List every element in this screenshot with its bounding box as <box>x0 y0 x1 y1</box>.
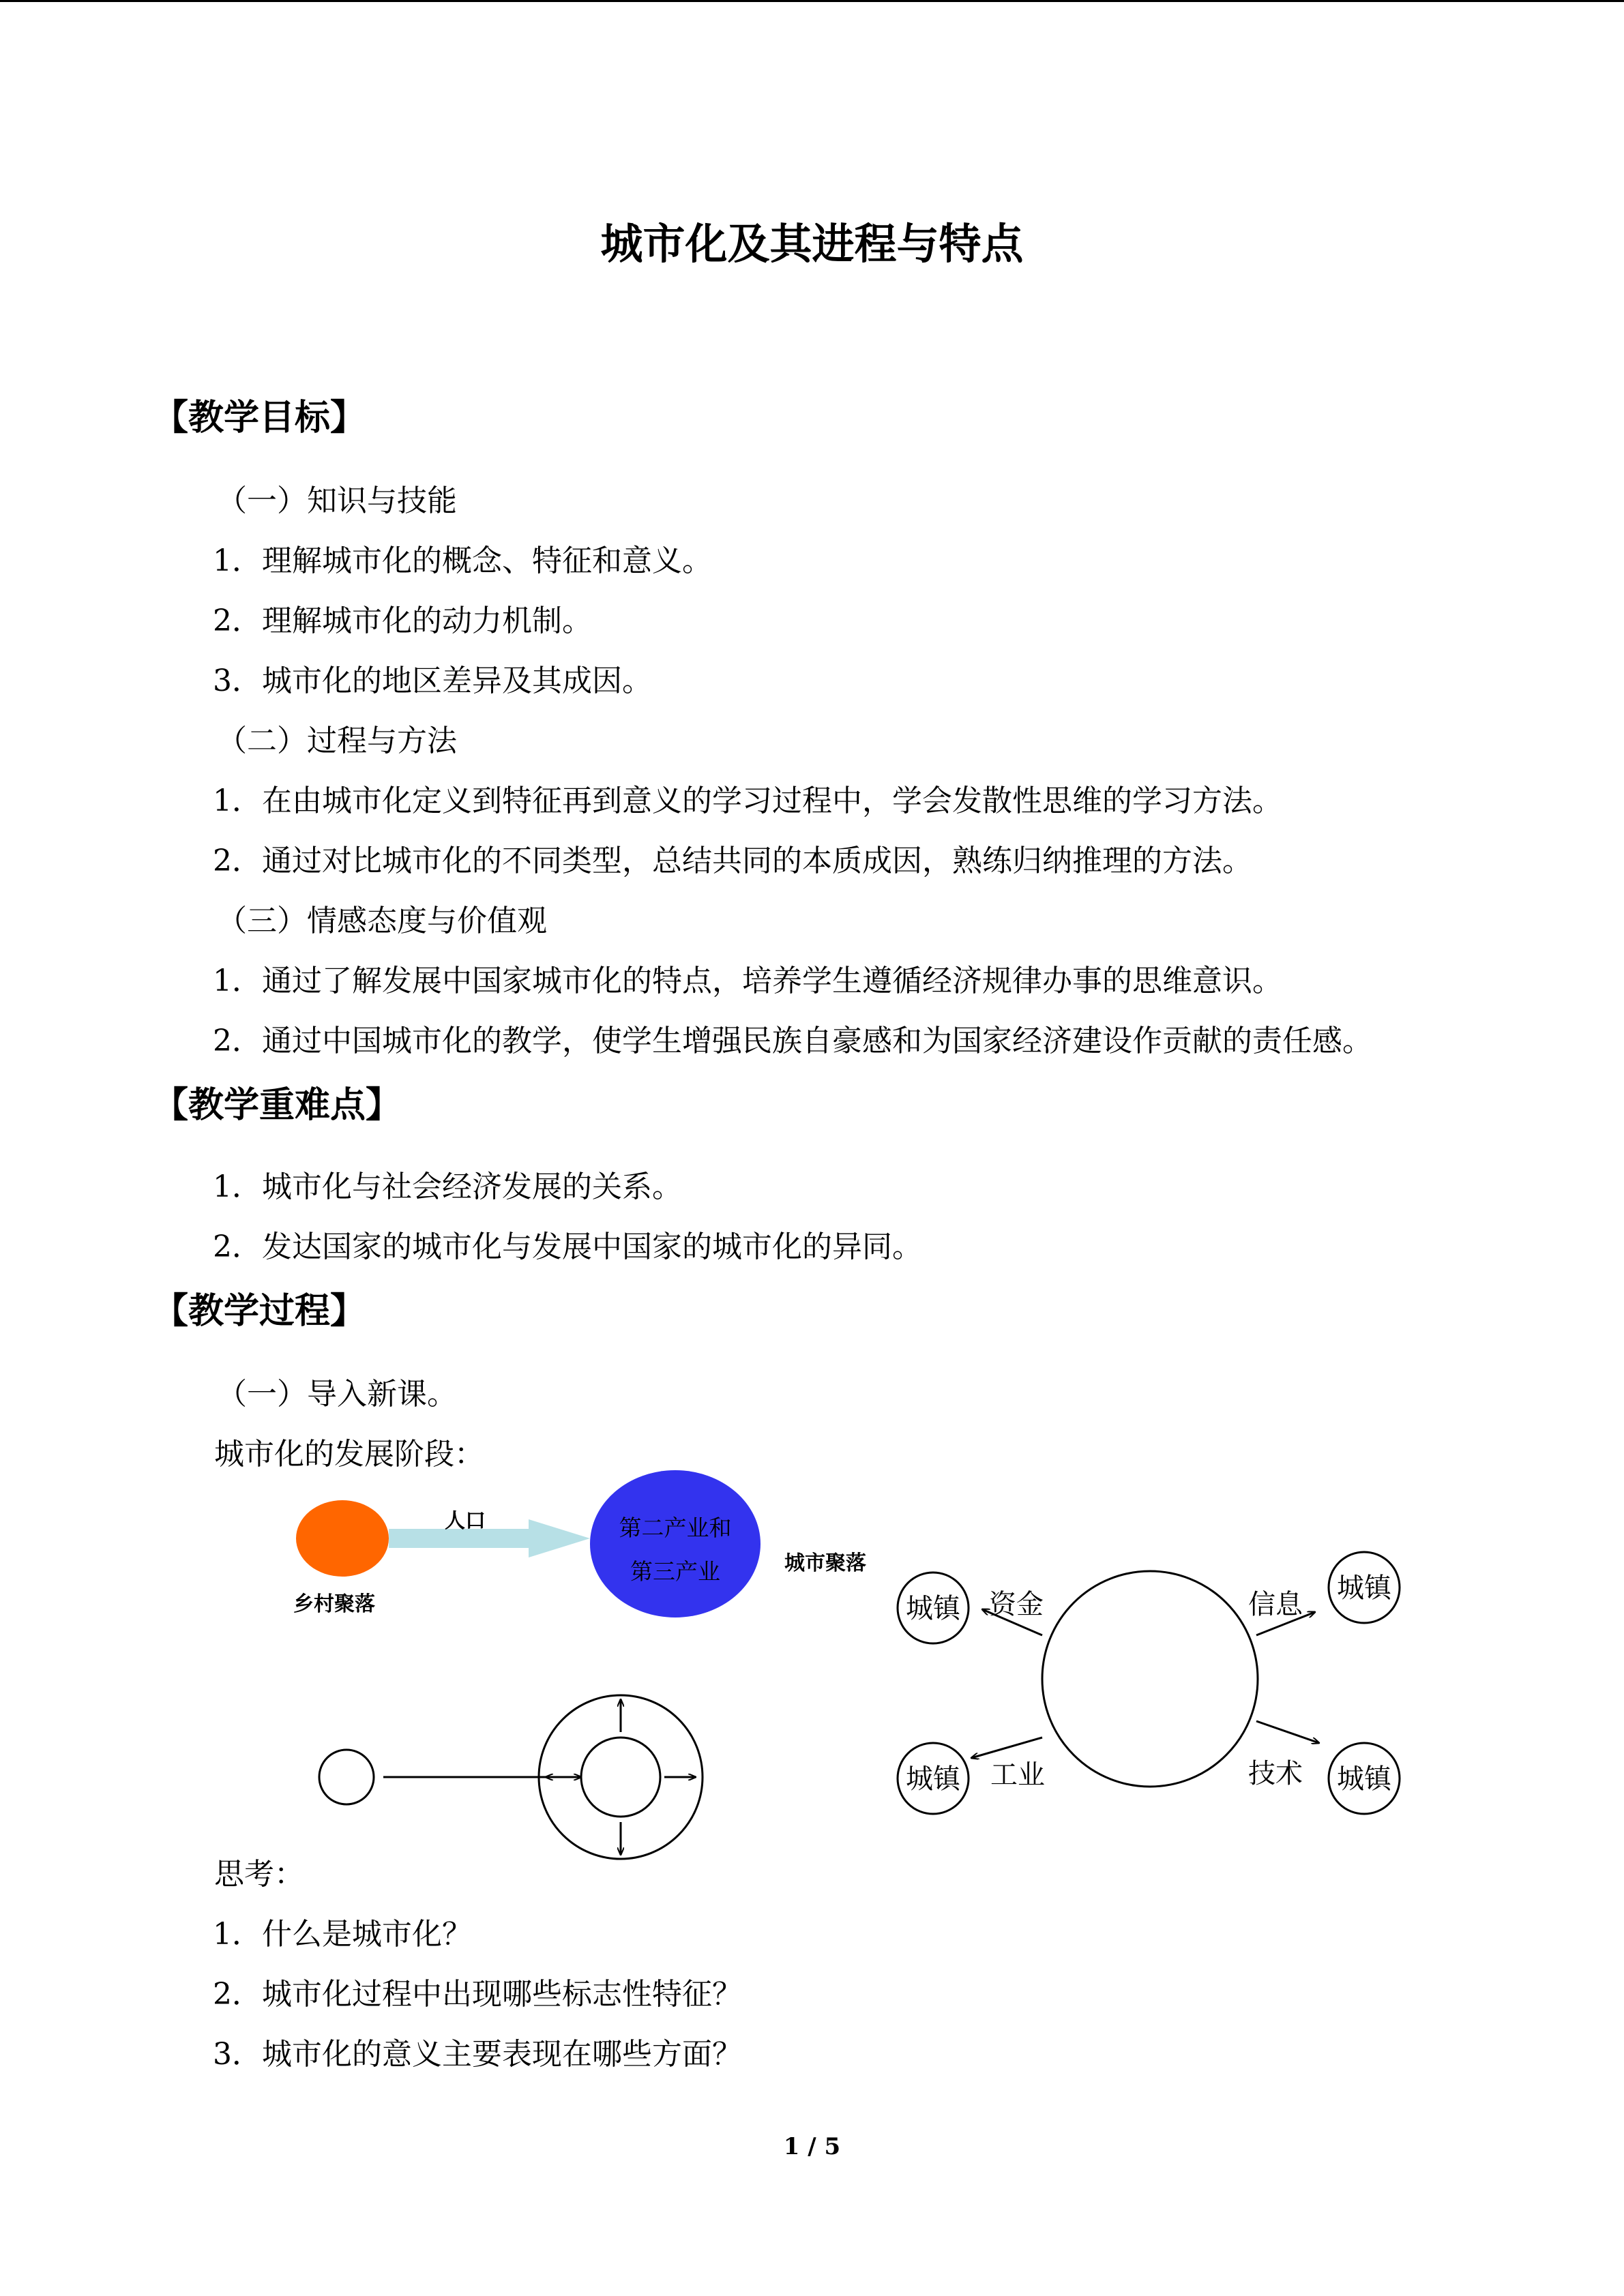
city-core-circle <box>581 1738 660 1817</box>
information-label: 信息 <box>1248 1589 1303 1620</box>
industry-arrow <box>971 1738 1042 1758</box>
industry-flow-label: 工业 <box>990 1759 1045 1791</box>
goal-process-1: 1．在由城市化定义到特征再到意义的学习过程中，学会发散性思维的学习方法。 <box>213 784 1282 818</box>
intro-paragraph: 城市化的发展阶段： <box>214 1437 484 1472</box>
technology-label: 技术 <box>1248 1758 1303 1789</box>
top-border <box>0 0 1624 2</box>
key-point-2: 2．发达国家的城市化与发展中国家的城市化的异同。 <box>213 1229 922 1264</box>
rural-settlement-dot <box>296 1500 389 1577</box>
central-city-circle <box>1042 1571 1258 1787</box>
question-3: 3．城市化的意义主要表现在哪些方面？ <box>213 2037 742 2072</box>
key-point-1: 1．城市化与社会经济发展的关系。 <box>213 1169 682 1204</box>
goal-emotion-1: 1．通过了解发展中国家城市化的特点，培养学生遵循经济规律办事的思维意识。 <box>213 964 1282 998</box>
goal-knowledge-1: 1．理解城市化的概念、特征和意义。 <box>213 543 712 578</box>
small-settlement-circle <box>319 1750 374 1804</box>
goal-emotion-2: 2．通过中国城市化的教学，使学生增强民族自豪感和为国家经济建设作贡献的责任感。 <box>213 1024 1372 1058</box>
page-number: 1 / 5 <box>783 2133 841 2160</box>
town-label-top-right: 城镇 <box>1337 1572 1391 1604</box>
town-label-top-left: 城镇 <box>906 1593 960 1624</box>
urbanization-diagram <box>0 1459 1624 1868</box>
town-label-bottom-right: 城镇 <box>1337 1763 1391 1795</box>
document-title: 城市化及其进程与特点 <box>600 219 1024 269</box>
town-label-bottom-left: 城镇 <box>906 1763 960 1795</box>
subheading-process: （二）过程与方法 <box>217 724 457 758</box>
urban-industry-circle <box>590 1470 761 1617</box>
goal-knowledge-2: 2．理解城市化的动力机制。 <box>213 603 592 638</box>
subheading-intro: （一）导入新课。 <box>217 1377 457 1412</box>
capital-label: 资金 <box>989 1589 1044 1620</box>
section-heading-goals: 【教学目标】 <box>153 397 366 438</box>
industry-label-line2: 第三产业 <box>630 1558 720 1585</box>
subheading-emotion: （三）情感态度与价值观 <box>217 904 547 938</box>
industry-label-line1: 第二产业和 <box>619 1515 732 1541</box>
urban-settlement-label: 城市聚落 <box>784 1551 866 1575</box>
question-1: 1．什么是城市化？ <box>213 1917 472 1952</box>
rural-settlement-label: 乡村聚落 <box>293 1592 375 1616</box>
section-heading-process: 【教学过程】 <box>153 1290 366 1332</box>
technology-arrow <box>1256 1721 1319 1743</box>
question-2: 2．城市化过程中出现哪些标志性特征？ <box>213 1977 742 2012</box>
goal-process-2: 2．通过对比城市化的不同类型，总结共同的本质成因，熟练归纳推理的方法。 <box>213 844 1252 878</box>
subheading-knowledge: （一）知识与技能 <box>217 483 457 518</box>
population-flow-arrow <box>389 1519 590 1557</box>
section-heading-key-points: 【教学重难点】 <box>153 1084 402 1126</box>
think-label: 思考： <box>214 1857 304 1892</box>
population-label: 人口 <box>445 1509 486 1533</box>
goal-knowledge-3: 3．城市化的地区差异及其成因。 <box>213 664 652 698</box>
